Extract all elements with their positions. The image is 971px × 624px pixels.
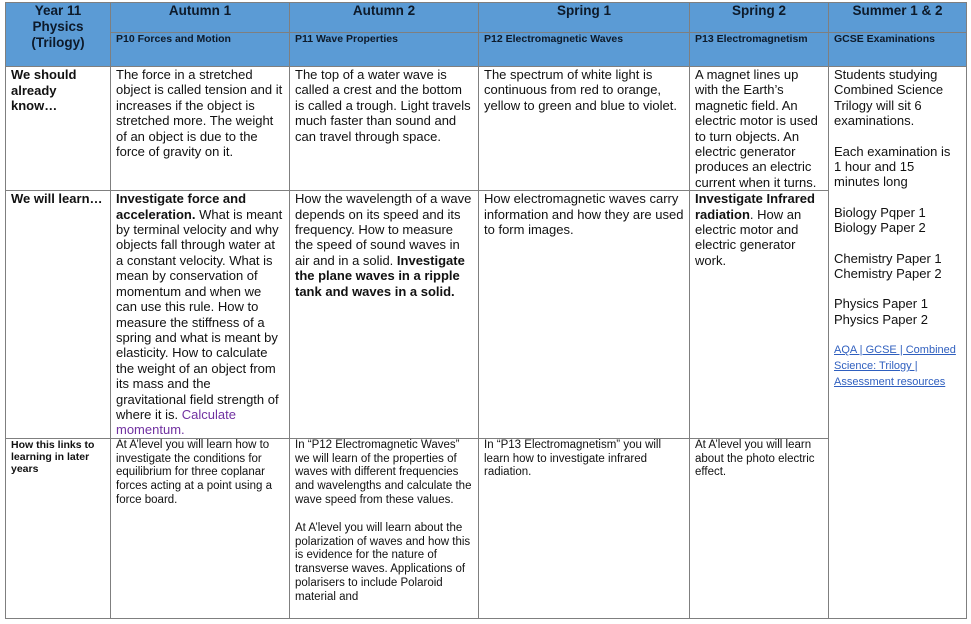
- links-spring-2: At A’level you will learn about the photo electric effect.: [690, 438, 829, 618]
- term-spring-1: Spring 1: [479, 3, 690, 33]
- term-spring-2: Spring 2: [690, 3, 829, 33]
- paper-item: Biology Paper 2: [834, 220, 926, 236]
- summer-exam-info: [829, 67, 967, 619]
- learn-autumn-1: [111, 191, 290, 439]
- summer-exam-duration: Each examination is 1 hour and 15 minutes long: [834, 143, 951, 190]
- unit-p13: P13 Electromagnetism: [690, 33, 829, 67]
- unit-p10: P10 Forces and Motion: [111, 33, 290, 67]
- learn-spring-2-highlight: Investigate Infrared radiation: [695, 191, 815, 222]
- year-header: Year 11 Physics (Trilogy): [6, 3, 111, 67]
- learn-autumn-1-highlight: Investigate force and acceleration.: [116, 191, 247, 222]
- summer-exam-count: Students studying Combined Science Trilogy will sit 6 examinations.: [834, 67, 944, 129]
- know-autumn-2: The top of a water wave is called a crest and the bottom is called a trough. Light travels much faster than sound and can travel through space.: [290, 67, 479, 191]
- row-label-already-know: We should already know…: [6, 67, 111, 191]
- learn-autumn-2-highlight: Investigate the plane waves in a ripple tank and waves in a solid.: [295, 252, 465, 299]
- row-label-later-years: How this links to learning in later years: [6, 438, 111, 618]
- paper-item: Chemistry Paper 1: [834, 250, 942, 266]
- calculate-momentum-note: Calculate momentum.: [116, 406, 236, 438]
- learn-autumn-2: [290, 191, 479, 439]
- know-spring-1: The spectrum of white light is continuous from red to orange, yellow to green and blue to violet.: [479, 67, 690, 191]
- learn-autumn-1-text: What is meant by terminal velocity and why objects fall through water at a constant velocity. What is mean by conservation of momentum and when we can use this rule. How to measure the stiffness of a spring and what is meant by elasticity. How to calculate the weight of an object from its mass and the gravitational field strength of where it is.: [116, 206, 283, 422]
- links-autumn-2-p1: In “P12 Electromagnetic Waves” we will learn of the properties of waves with different frequencies and wavelengths and calculate the wave speed from these values.: [295, 438, 472, 506]
- links-autumn-2-p2: At A’level you will learn about the polarization of waves and how this is evidence for the nature of transverse waves. Applications of polarisers to include Polaroid material and: [295, 521, 471, 603]
- term-autumn-1: Autumn 1: [111, 3, 290, 33]
- curriculum-table: [5, 2, 967, 619]
- paper-item: Physics Paper 2: [834, 311, 928, 327]
- aqa-assessment-link[interactable]: AQA | GCSE | Combined Science: Trilogy | Assessment resources: [834, 344, 956, 389]
- links-spring-1: In “P13 Electromagnetism” you will learn how to investigate infrared radiation.: [479, 438, 690, 618]
- learn-spring-2: [690, 191, 829, 439]
- learn-autumn-2-text: How the wavelength of a wave depends on its speed and its frequency. How to measure the speed of sound waves in air and in a solid.: [295, 191, 472, 268]
- paper-list-chemistry: [834, 251, 961, 282]
- paper-item: Biology Pqper 1: [834, 204, 926, 220]
- paper-item: Physics Paper 1: [834, 296, 928, 312]
- term-summer: Summer 1 & 2: [829, 3, 967, 33]
- term-autumn-2: Autumn 2: [290, 3, 479, 33]
- know-autumn-1: The force in a stretched object is called tension and it increases if the object is stretched more. The weight of an object is due to the force of gravity on it.: [111, 67, 290, 191]
- links-autumn-1: At A’level you will learn how to investigate the conditions for equilibrium for three coplanar forces acting at a point using a force board.: [111, 438, 290, 618]
- learn-spring-1: How electromagnetic waves carry information and how they are used to form images.: [479, 191, 690, 439]
- row-label-will-learn: We will learn…: [6, 191, 111, 439]
- learn-spring-2-text: . How an electric motor and electric generator work.: [695, 206, 802, 268]
- unit-p11: P11 Wave Properties: [290, 33, 479, 67]
- unit-p12: P12 Electromagnetic Waves: [479, 33, 690, 67]
- paper-list-biology: [834, 205, 961, 236]
- paper-list-physics: [834, 296, 961, 327]
- paper-item: Chemistry Paper 2: [834, 266, 942, 282]
- unit-gcse-exams: GCSE Examinations: [829, 33, 967, 67]
- links-autumn-2: [290, 438, 479, 618]
- know-spring-2: A magnet lines up with the Earth’s magnetic field. An electric motor is used to turn objects. An electric generator produces an electric current when it turns.: [690, 67, 829, 191]
